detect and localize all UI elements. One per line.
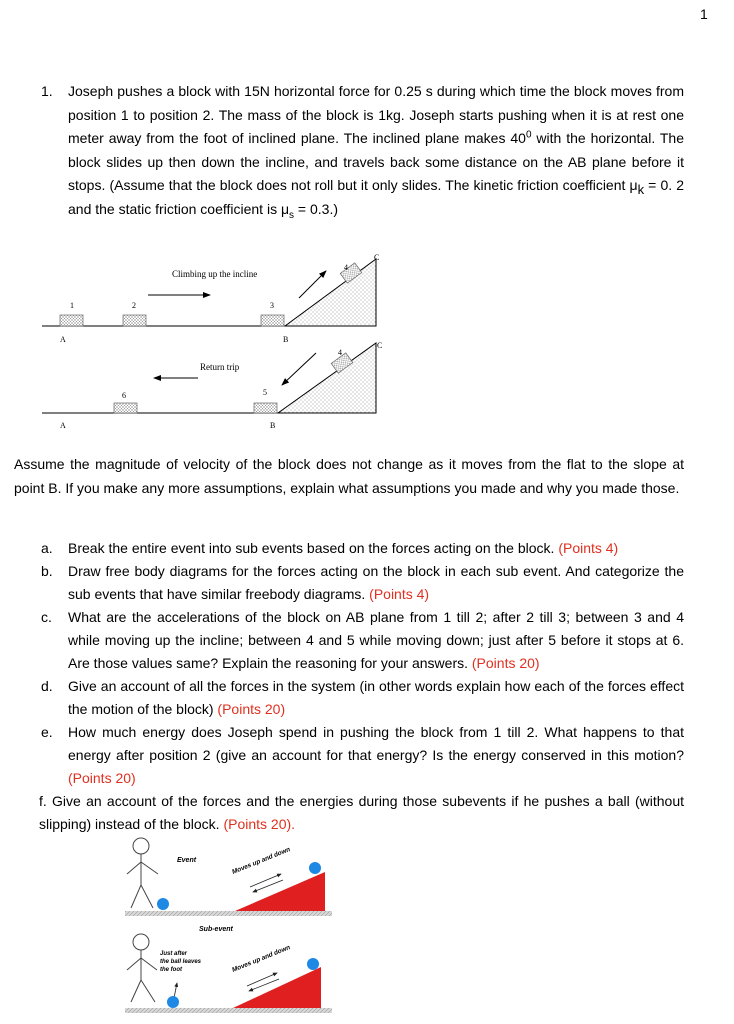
climbing-caption: Climbing up the incline [172,269,258,279]
top-label-2: 2 [132,301,136,310]
subevent-ball [167,996,179,1008]
mu-k-value: = 0. 2 and the static friction coefficient is [68,177,685,217]
moves-down-arrow [253,880,283,892]
points: (Points 4) [558,540,619,556]
top-label-C: C [374,253,380,262]
stick-figure-2 [127,950,157,1002]
mu-s-value: = 0.3.) [294,200,339,217]
sub-question-label: f. [39,793,47,809]
points: (Points 20). [223,816,296,832]
bottom-label-6: 6 [122,391,126,400]
sub-question-label: a. [41,540,53,556]
sub-question-text: Give an account of the forces and the energies during those subevents if he pushes a ball (without slipping) instead of the block. [39,793,684,832]
mu-s-subscript: s [289,209,295,221]
sub-question-e [41,721,684,790]
sub-question-text: Give an account of all the forces in the system (in other words explain how each of the forces effect the motion of the block) [68,678,684,717]
ball-diagram [115,830,340,1020]
event-ball [157,898,169,910]
stick-figure-head-2 [133,934,149,950]
bottom-block-6 [114,403,137,413]
question-1 [41,80,684,221]
bottom-label-B: B [270,421,276,430]
just-after-line-3: the foot [160,967,182,973]
sub-question-text: Draw free body diagrams for the forces acting on the block in each sub event. And categorize the sub events that have similar freebody diagrams. [68,563,684,602]
sub-question-text: How much energy does Joseph spend in pushing the block from 1 till 2. What happens to that energy after position 2 (give an account for that energy? Is the energy conserved in this motion? [68,724,684,763]
event-top-ball [309,862,321,874]
top-label-4: 4 [344,263,348,272]
top-label-B: B [283,335,289,344]
sub-question-label: b. [41,563,53,579]
return-caption: Return trip [200,362,240,372]
up-incline-arrow [299,271,326,298]
moves-top-label: Moves up and down [231,846,292,876]
bottom-block-5 [254,403,277,413]
stick-figure [127,854,158,908]
mu-k-symbol: μ [629,177,638,193]
top-label-1: 1 [70,301,74,310]
points: (Points 20) [68,770,136,786]
event-label: Event [177,857,197,864]
sub-questions [41,537,684,836]
incline-diagram [30,245,400,435]
points: (Points 20) [217,701,286,717]
event-ramp [235,872,325,911]
just-after-line-2: the ball leaves [160,959,202,965]
question-text-part1: Joseph pushes a block with 15N horizontal force for 0.25 s during which time the block moves from position 1 to position 2. The mass of the block is 1kg. Joseph starts pushing when it is at rest one meter away from the foot of inclined plane. The inclined plane makes 40 [68,83,684,146]
top-incline [285,259,376,326]
sub-moves-up-arrow [247,973,277,986]
top-label-A: A [60,335,66,344]
mu-k-subscript: k [637,181,645,197]
sub-question-label: c. [41,609,52,625]
question-text [68,80,684,221]
page-number: 1 [700,6,708,22]
sub-question-c [41,606,684,675]
subevent-ground [125,1008,332,1013]
event-ground [125,911,332,916]
sub-question-text: Break the entire event into sub events based on the forces acting on the block. [68,540,559,556]
bottom-label-C: C [377,341,383,350]
sub-question-text: What are the accelerations of the block on AB plane from 1 till 2; after 2 till 3; between 3 and 4 while moving up the incline; between 4 and 5 while moving down; just after 5 before it stops at 6. Are those values same? Explain the reasoning for your answers. [68,609,684,671]
moves-up-arrow [250,874,281,887]
assumption-paragraph: Assume the magnitude of velocity of the block does not change as it moves from the flat to the slope at point B. If you make any more assumptions, explain what assumptions you made and why you made those. [14,456,684,496]
question-number: 1. [41,83,53,99]
points: (Points 4) [369,586,430,602]
top-block-1 [60,315,83,326]
ball-leave-arrow [174,983,177,998]
down-incline-arrow [282,353,316,385]
sub-question-d [41,675,684,721]
mu-s-symbol: μ [280,200,290,217]
moves-bottom-label: Moves up and down [231,944,292,974]
question-text-part2: with the horizontal. The block slides up then down the incline, and travels back some distance on the AB plane before it stops. (Assume that the block does not roll but it only slides. The kinetic friction coefficient [68,130,684,193]
bottom-label-5: 5 [263,388,267,397]
bottom-incline [278,343,376,413]
degree-superscript: 0 [525,129,532,141]
stick-figure-head [133,838,149,854]
top-block-2 [123,315,146,326]
sub-question-a [41,537,684,560]
just-after-line-1: Just after [160,951,188,957]
sub-question-b [41,560,684,606]
sub-question-label: d. [41,678,53,694]
subevent-top-ball [307,958,319,970]
top-label-3: 3 [270,301,274,310]
sub-question-label: e. [41,724,53,740]
bottom-label-A: A [60,421,66,430]
subevent-label: Sub-event [199,926,233,933]
points: (Points 20) [471,655,540,671]
top-block-3 [261,315,284,326]
bottom-label-4: 4 [338,348,342,357]
